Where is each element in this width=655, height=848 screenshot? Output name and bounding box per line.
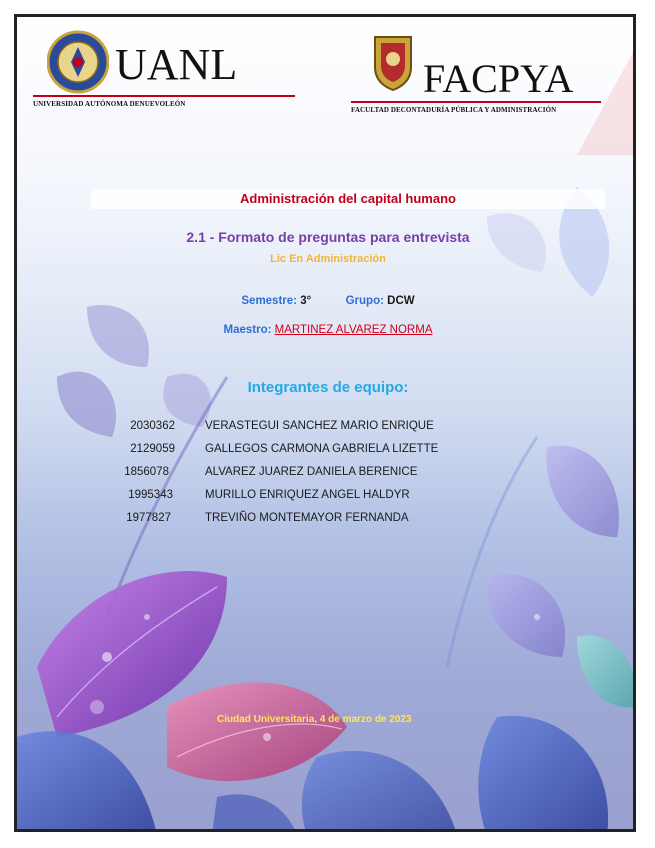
teacher-name: MARTINEZ ALVAREZ NORMA [274, 324, 433, 336]
semester-value: 3° [300, 295, 312, 307]
member-id: 2030362 [130, 420, 175, 432]
uanl-rule [33, 95, 295, 97]
team-heading: Integrantes de equipo: [247, 379, 409, 396]
document-page [14, 14, 636, 832]
member-name: MURILLO ENRIQUEZ ANGEL HALDYR [205, 489, 410, 501]
member-name: ALVAREZ JUAREZ DANIELA BERENICE [205, 466, 418, 478]
facpya-shield-icon [371, 33, 415, 91]
uanl-full-name: UNIVERSIDAD AUTÓNOMA DENUEVOLEÓN [33, 100, 186, 108]
member-id: 2129059 [130, 443, 175, 455]
group-value: DCW [387, 295, 415, 307]
teacher-line [17, 324, 636, 336]
semester-group-line [17, 295, 636, 307]
facpya-rule [351, 101, 601, 103]
teacher-label: Maestro: [223, 324, 272, 336]
member-id: 1977827 [126, 512, 171, 524]
course-title: Administración del capital humano [240, 191, 456, 206]
watermark-triangle [577, 45, 636, 155]
uanl-wordmark: UANL [115, 40, 238, 89]
facpya-wordmark: FACPYA [423, 56, 574, 101]
group-label: Grupo: [345, 295, 384, 307]
member-name: TREVIÑO MONTEMAYOR FERNANDA [205, 512, 409, 524]
assignment-title: 2.1 - Formato de preguntas para entrevista [186, 229, 470, 245]
uanl-seal-icon [47, 29, 109, 95]
footer-location-date: Ciudad Universitaria, 4 de marzo de 2023 [217, 714, 412, 725]
program-name: Lic En Administración [270, 253, 386, 265]
member-name: VERASTEGUI SANCHEZ MARIO ENRIQUE [205, 420, 434, 432]
semester-label: Semestre: [241, 295, 297, 307]
facpya-full-name: FACULTAD DECONTADURÍA PÚBLICA Y ADMINISTRACIÓN [351, 106, 557, 114]
member-name: GALLEGOS CARMONA GABRIELA LIZETTE [205, 443, 439, 455]
member-id: 1856078 [124, 466, 169, 478]
member-id: 1995343 [128, 489, 173, 501]
